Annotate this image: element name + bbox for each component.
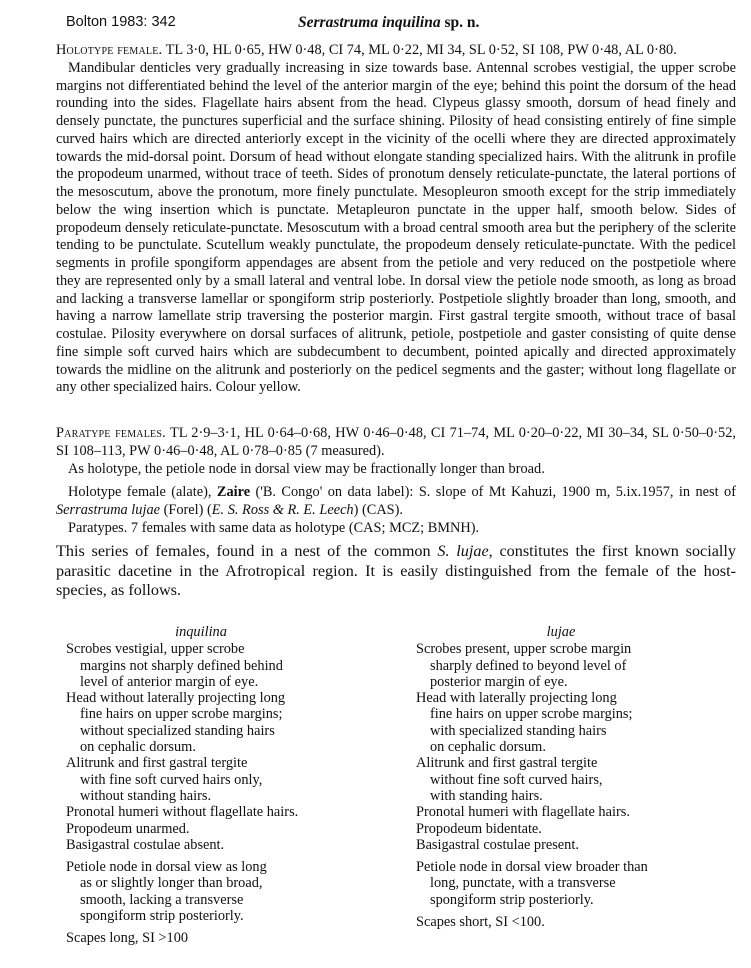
comparison-entry-line: without fine soft curved hairs, bbox=[430, 771, 603, 788]
holotype-material-prefix: Holotype female (alate), bbox=[68, 484, 217, 500]
comparison-entry bbox=[416, 755, 716, 804]
comparison-list-lujae bbox=[416, 641, 716, 930]
comparison-entry-line: Scrobes vestigial, upper scrobe bbox=[66, 641, 245, 658]
column-heading-inquilina: inquilina bbox=[175, 624, 227, 640]
comparison-entry-line: without specialized standing hairs bbox=[80, 722, 275, 739]
comparison-entry-line: spongiform strip posteriorly. bbox=[430, 891, 594, 908]
host-species-name: Serrastruma lujae bbox=[56, 501, 160, 518]
paratype-measurement-values: TL 2·9–3·1, HL 0·64–0·68, HW 0·46–0·48, CI 71–74, ML 0·20–0·22, MI 30–34, SL 0·50–0·52, SI 108–113, PW 0·46–0·48, AL 0·78–0·85 (7 measured). bbox=[56, 425, 736, 459]
paratype-section bbox=[56, 425, 736, 478]
comparison-entry bbox=[416, 859, 716, 908]
comparison-entry-line: fine hairs on upper scrobe margins; bbox=[430, 706, 633, 723]
comparison-entry-line: Basigastral costulae absent. bbox=[66, 836, 225, 853]
column-heading-lujae: lujae bbox=[546, 624, 576, 640]
host-species-author: (Forel) ( bbox=[160, 501, 212, 518]
material-section bbox=[56, 484, 736, 537]
collectors: E. S. Ross & R. E. Leech bbox=[211, 501, 354, 518]
paratype-note: As holotype, the petiole node in dorsal view may be fractionally longer than broad. bbox=[68, 460, 545, 477]
comparison-entry bbox=[66, 641, 366, 690]
comparison-entry bbox=[416, 690, 716, 755]
holotype-locality: ('B. Congo' on data label): S. slope of Mt Kahuzi, 1900 m, 5.ix.1957, in nest of bbox=[250, 484, 736, 500]
comparison-entry-line: Head with laterally projecting long bbox=[416, 690, 617, 707]
comparison-entry-line: smooth, lacking a transverse bbox=[80, 891, 244, 908]
introductory-paragraph bbox=[56, 542, 736, 601]
comparison-entry-line: Scapes short, SI <100. bbox=[416, 914, 545, 931]
comparison-entry-line: Alitrunk and first gastral tergite bbox=[416, 755, 598, 772]
intro-species: S. lujae bbox=[437, 542, 489, 560]
comparison-entry bbox=[66, 804, 366, 820]
intro-part-1: This series of females, found in a nest of the common bbox=[56, 542, 438, 560]
comparison-list-inquilina bbox=[66, 641, 366, 946]
comparison-entry bbox=[416, 804, 716, 820]
comparison-entry-line: Scapes long, SI >100 bbox=[66, 930, 189, 947]
comparison-entry-line: as or slightly longer than broad, bbox=[80, 875, 263, 892]
comparison-entry-line: on cephalic dorsum. bbox=[80, 739, 196, 756]
intro-part-2: , constitutes the first known socially parasitic dacetine in the Afrotropical region. It is easily distinguished from the female of the host-species, as follows. bbox=[56, 542, 736, 599]
comparison-entry-line: spongiform strip posteriorly. bbox=[80, 908, 244, 925]
comparison-entry-line: Propodeum bidentate. bbox=[416, 820, 542, 837]
comparison-entry bbox=[66, 690, 366, 755]
holotype-description: Mandibular denticles very gradually increasing in size towards base. Antennal scrobes vestigial, the upper scrobe margins not differentiated behind the level of the anterior margin of the eye; behind this point the dorsum of the head rounding into the sides. Flagellate hairs absent from the head. Clypeus glassy smooth, dorsum of head finely and densely punctate, the punctures superficial and the surface shining. Pilosity of head consisting entirely of fine simple curved hairs which are directed anteriorly except in the vicinity of the ocelli where they are directed approximately towards the mid-dorsal point. Dorsum of head without elongate standing specialized hairs. With the alitrunk in profile the propodeum unarmed, without trace of teeth. Sides of pronotum densely reticulate-punctate, the lateral portions of the mesoscutum, above the pronotum, more finely punctulate. Mesopleuron smooth except for the strip immediately below the wing insertion which is punctate. Metapleuron punctate in the upper half, smooth below. Sides of propodeum densely reticulate-punctate. Mesoscutum with a broad central smooth area but the periphery of the sclerite tending to be punctulate. Scutellum weakly punctulate, the propodeum densely reticulate-punctate. With the pedicel segments in profile spongiform appendages are absent from the petiole and very reduced on the postpetiole where they are represented only by a small lateral and ventral lobe. In dorsal view the petiole node smooth, as long as broad and lacking a transverse lamellar or spongiform strip posteriorly. Postpetiole slightly broader than long, smooth, and having a narrow lamellate strip traversing the posterior margin. First gastral tergite smooth, without trace of basal costulae. Pilosity everywhere on dorsal surfaces of alitrunk, petiole, postpetiole and gaster consisting of quite dense fine simple soft curved hairs which are subdecumbent to decumbent, pointed apically and directed approximately towards the midline on the alitrunk and posteriorly on the pedicel segments and the gaster; without long flagellate or any other specialized hairs. Colour yellow. bbox=[56, 59, 736, 396]
comparison-column-lujae bbox=[416, 624, 716, 930]
paratype-measurements bbox=[56, 425, 736, 461]
comparison-entry-line: margins not sharply defined behind bbox=[80, 657, 283, 674]
comparison-entry-line: Alitrunk and first gastral tergite bbox=[66, 755, 248, 772]
comparison-entry-line: without standing hairs. bbox=[80, 787, 212, 804]
comparison-entry bbox=[66, 859, 366, 924]
comparison-entry-line: posterior margin of eye. bbox=[430, 673, 568, 690]
comparison-entry-line: on cephalic dorsum. bbox=[430, 739, 546, 756]
comparison-entry-line: with specialized standing hairs bbox=[430, 722, 607, 739]
country-name: Zaire bbox=[216, 484, 251, 500]
citation-source: Bolton 1983: 342 bbox=[66, 14, 176, 30]
holotype-measurements bbox=[56, 42, 736, 60]
species-name: Serrastruma inquilina bbox=[298, 14, 441, 31]
comparison-entry-line: level of anterior margin of eye. bbox=[80, 673, 259, 690]
species-status: sp. n. bbox=[440, 14, 480, 31]
comparison-entry bbox=[416, 837, 716, 853]
comparison-entry-line: Petiole node in dorsal view broader than bbox=[416, 859, 648, 876]
species-title bbox=[298, 14, 479, 32]
comparison-entry-line: Propodeum unarmed. bbox=[66, 820, 190, 837]
paratype-label: Paratype females. bbox=[56, 425, 166, 441]
comparison-entry bbox=[66, 837, 366, 853]
comparison-entry-line: Pronotal humeri without flagellate hairs. bbox=[66, 804, 299, 821]
comparison-entry bbox=[416, 914, 716, 930]
comparison-entry bbox=[66, 755, 366, 804]
comparison-entry-line: Basigastral costulae present. bbox=[416, 836, 579, 853]
comparison-entry-line: with standing hairs. bbox=[430, 787, 543, 804]
comparison-entry-line: sharply defined to beyond level of bbox=[430, 657, 627, 674]
holotype-material bbox=[56, 484, 736, 520]
comparison-entry bbox=[416, 641, 716, 690]
holotype-label: Holotype female. bbox=[56, 42, 163, 58]
comparison-entry-line: long, punctate, with a transverse bbox=[430, 875, 616, 892]
comparison-entry bbox=[66, 821, 366, 837]
comparison-column-inquilina bbox=[66, 624, 366, 947]
comparison-entry bbox=[416, 821, 716, 837]
comparison-entry-line: fine hairs on upper scrobe margins; bbox=[80, 706, 283, 723]
comparison-entry-line: Pronotal humeri with flagellate hairs. bbox=[416, 804, 630, 821]
page-header bbox=[66, 14, 736, 36]
comparison-entry-line: with fine soft curved hairs only, bbox=[80, 771, 263, 788]
holotype-depository: ) (CAS). bbox=[353, 501, 404, 518]
paratype-material: Paratypes. 7 females with same data as holotype (CAS; MCZ; BMNH). bbox=[68, 519, 480, 536]
holotype-measurement-values: TL 3·0, HL 0·65, HW 0·48, CI 74, ML 0·22, MI 34, SL 0·52, SI 108, PW 0·48, AL 0·80. bbox=[162, 42, 677, 58]
comparison-entry-line: Petiole node in dorsal view as long bbox=[66, 859, 267, 876]
comparison-entry-line: Head without laterally projecting long bbox=[66, 690, 286, 707]
holotype-section bbox=[56, 42, 736, 397]
comparison-entry bbox=[66, 930, 366, 946]
comparison-entry-line: Scrobes present, upper scrobe margin bbox=[416, 641, 632, 658]
